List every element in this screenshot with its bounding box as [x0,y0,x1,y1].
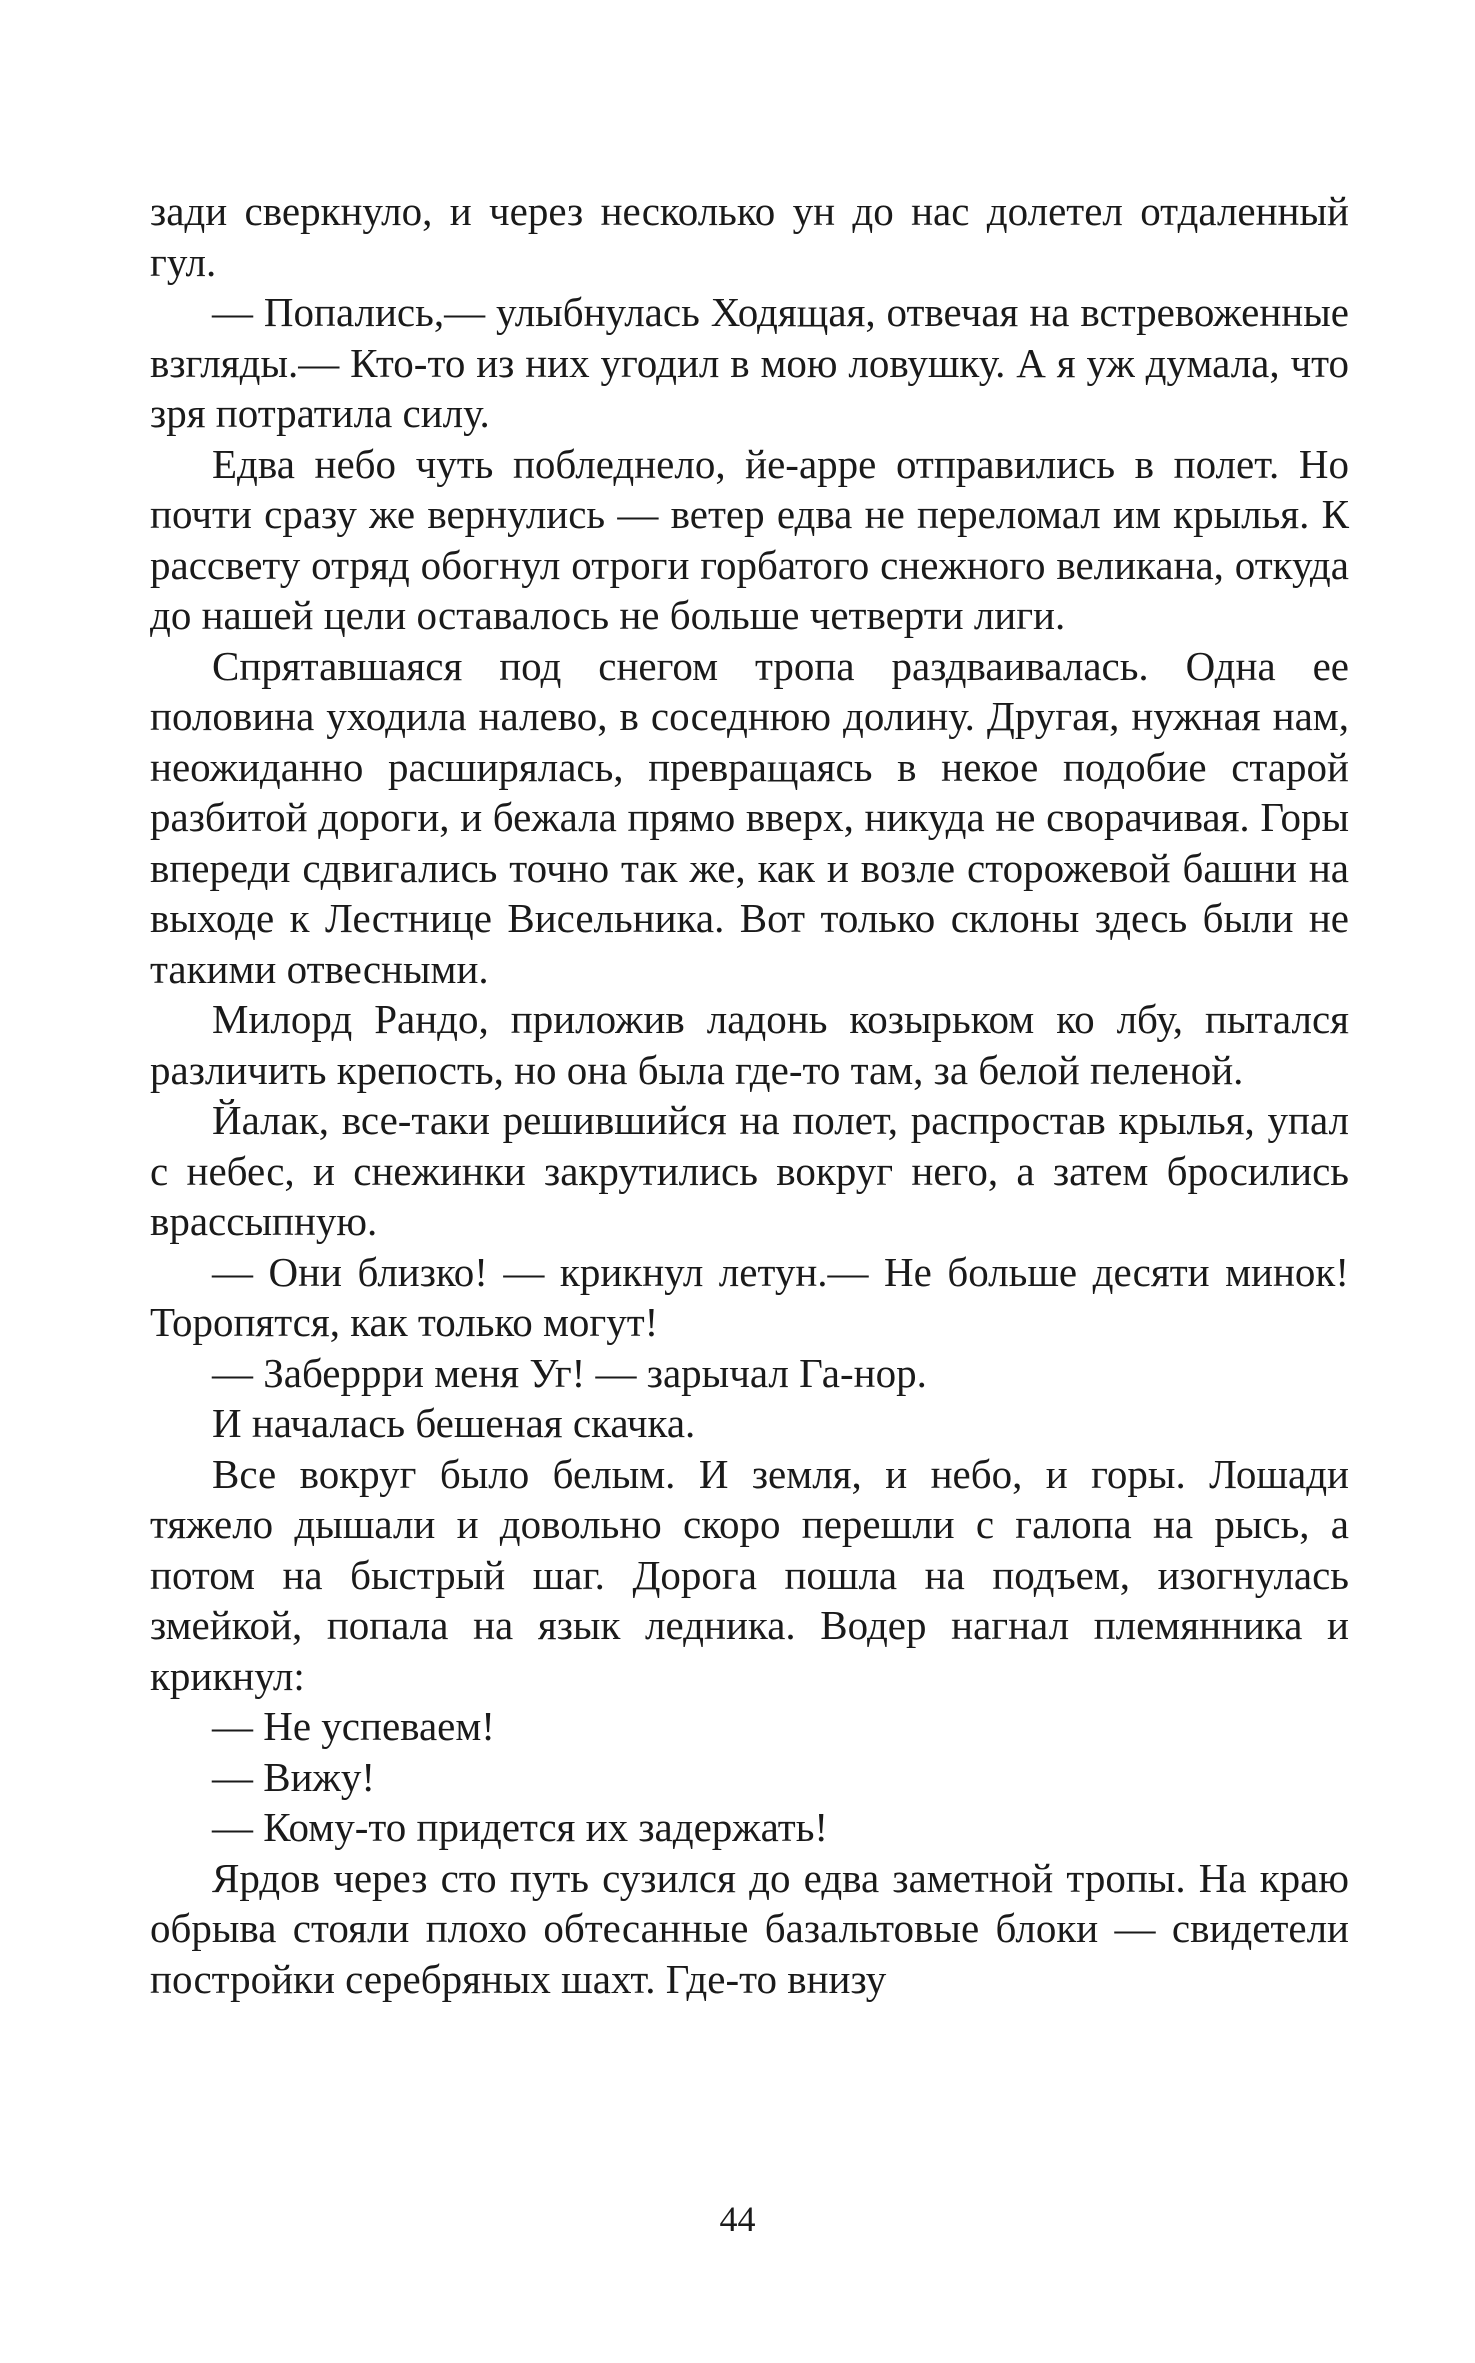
paragraph-9: И началась бешеная скачка. [212,1400,696,1446]
paragraph-11: — Не успеваем! [212,1703,495,1749]
paragraph-1: зади сверкнуло, и через несколько ун до нас долетел отдаленный гул. [150,188,1349,285]
page-number: 44 [719,2199,756,2239]
paragraph-7: — Они близко! — крикнул летун.— Не больше десяти минок! Торопятся, как только могут! [150,1248,1349,1345]
paragraph-14: Ярдов через сто путь сузился до едва заметной тропы. На краю обрыва стояли плохо обтесанные базальтовые блоки — свидетели постройки серебряных шахт. Где-то внизу [150,1854,1349,2002]
paragraph-12: — Вижу! [212,1753,376,1800]
paragraph-8: — Заберрри меня Уг! — зарычал Га-нор. [212,1349,927,1396]
paragraph-2: — Попались,— улыбнулась Ходящая, отвечая на встревоженные взгляды.— Кто-то из них угодил в мою ловушку. А я уж думала, что зря потратила силу. [150,289,1349,436]
paragraph-6: Йалак, все-таки решившийся на полет, распростав крылья, упал с небес, и снежинки закрутились вокруг него, а затем бросились врассыпную. [150,1097,1349,1244]
paragraph-5: Милорд Рандо, приложив ладонь козырьком ко лбу, пытался различить крепость, но она была где-то там, за белой пеленой. [150,996,1349,1093]
book-page [150,186,1349,2004]
paragraph-4: Спрятавшаяся под снегом тропа раздваивалась. Одна ее половина уходила налево, в соседнюю долину. Другая, нужная нам, неожиданно расширялась, превращаясь в некое подобие старой разбитой дороги, и бежала прямо вверх, никуда не сворачивая. Горы впереди сдвигались точно так же, как и возле сторожевой башни на выходе к Лестнице Висельника. Вот только склоны здесь были не такими отвесными. [150,642,1349,992]
paragraph-3: Едва небо чуть побледнело, йе-арре отправились в полет. Но почти сразу же вернулись — ветер едва не переломал им крылья. К рассвету отряд обогнул отроги горбатого снежного великана, откуда до нашей цели оставалось не больше четверти лиги. [150,440,1349,638]
paragraph-10: Все вокруг было белым. И земля, и небо, и горы. Лошади тяжело дышали и довольно скоро перешли с галопа на рысь, а потом на быстрый шаг. Дорога пошла на подъем, изогнулась змейкой, попала на язык ледника. Водер нагнал племянника и крикнул: [150,1450,1349,1699]
paragraph-13: — Кому-то придется их задержать! [212,1804,829,1850]
